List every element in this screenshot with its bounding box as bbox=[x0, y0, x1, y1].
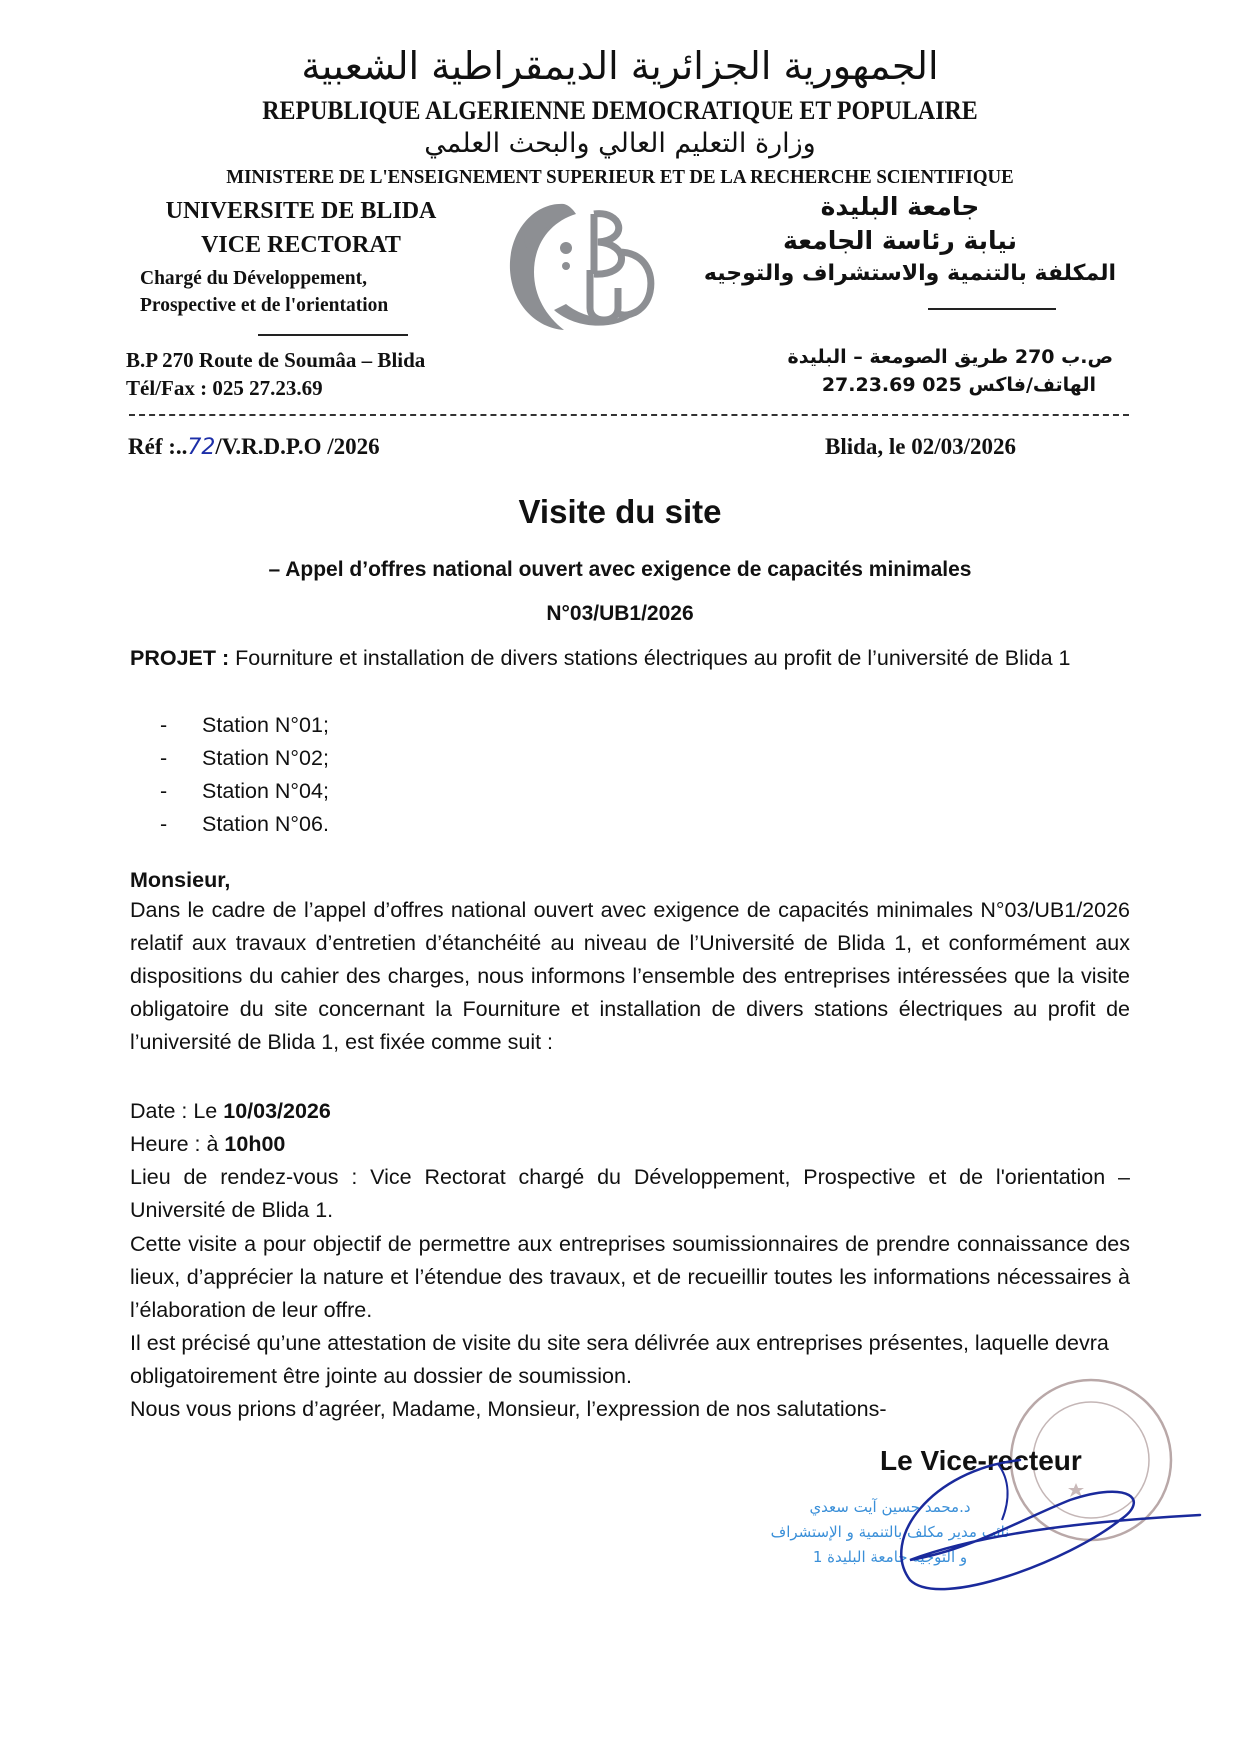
reference-prefix: Réf :.. bbox=[128, 434, 188, 459]
french-republic-heading: REPUBLIQUE ALGERIENNE DEMOCRATIQUE ET POPULAIRE bbox=[262, 96, 978, 125]
intro-paragraph: Dans le cadre de l’appel d’offres national ouvert avec exigence de capacités minimales N°03/UB1/2026 relatif aux travaux d’entretien d’étanchéité au niveau de l’Université de Blida 1, et conformément aux dispositions du cahier des charges, nous informons l’ensemble des entreprises intéressées que la visite obligatoire du site concernant la Fourniture et installation de divers stations électriques au profit de l’université de Blida 1, est fixée comme suit : bbox=[130, 898, 1130, 1054]
university-name: UNIVERSITE DE BLIDA bbox=[165, 198, 437, 224]
visit-date-value: 10/03/2026 bbox=[223, 1099, 331, 1123]
arabic-telfax: الهاتف/فاكس 025 27.23.69 bbox=[821, 374, 1096, 396]
project-label: PROJET : bbox=[130, 646, 230, 670]
document-title: Visite du site bbox=[518, 493, 722, 530]
arabic-department: المكلفة بالتنمية والاستشراف والتوجيه bbox=[703, 261, 1116, 286]
attestation-paragraph: Il est précisé qu’une attestation de visite du site sera délivrée aux entreprises présentes, laquelle devra obligatoirement être jointe au dossier de soumission. bbox=[130, 1331, 1109, 1388]
reference-number bbox=[128, 434, 380, 460]
list-item bbox=[160, 808, 660, 841]
header-dashed-separator bbox=[129, 414, 1129, 416]
tender-number: N°03/UB1/2026 bbox=[546, 602, 694, 625]
department-line-1: Chargé du Développement, bbox=[140, 268, 367, 289]
stations-list bbox=[160, 709, 660, 841]
list-item bbox=[160, 775, 660, 808]
visit-time-label: Heure : à bbox=[130, 1132, 225, 1156]
station-label: Station N°01; bbox=[202, 713, 329, 737]
right-divider bbox=[928, 308, 1056, 310]
handwritten-reference-number: 72 bbox=[187, 435, 216, 460]
place-and-date: Blida, le 02/03/2026 bbox=[825, 434, 1017, 459]
list-item bbox=[160, 709, 660, 742]
station-label: Station N°06. bbox=[202, 812, 329, 836]
visit-date-label: Date : Le bbox=[130, 1099, 224, 1123]
stamp-line: د.محمد حسين آيت سعدي bbox=[809, 1498, 971, 1516]
objective-paragraph: Cette visite a pour objectif de permettre aux entreprises soumissionnaires de prendre connaissance des lieux, d’apprécier la nature et l’étendue des travaux, et de recueillir toutes les informations nécessaires à l’élaboration de leur offre. bbox=[130, 1232, 1130, 1322]
handwritten-signature-icon bbox=[870, 1440, 1210, 1600]
visit-time-value: 10h00 bbox=[224, 1132, 286, 1156]
station-label: Station N°02; bbox=[202, 746, 329, 770]
arabic-address: ص.ب 270 طريق الصومعة – البليدة bbox=[787, 346, 1113, 368]
visit-date bbox=[130, 1095, 1130, 1128]
university-logo-icon bbox=[494, 192, 664, 332]
list-marker: - bbox=[160, 779, 168, 803]
arabic-vice-rectorat: نيابة رئاسة الجامعة bbox=[783, 226, 1017, 255]
salutation: Monsieur, bbox=[130, 868, 231, 892]
project-text: Fourniture et installation de divers stations électriques au profit de l’université de Blida 1 bbox=[229, 646, 1071, 670]
document-subtitle: – Appel d’offres national ouvert avec exigence de capacités minimales bbox=[268, 558, 972, 581]
reference-suffix: /V.R.D.P.O /2026 bbox=[215, 434, 380, 459]
signatory-title: Le Vice-recteur bbox=[880, 1445, 1082, 1476]
station-label: Station N°04; bbox=[202, 779, 329, 803]
list-marker: - bbox=[160, 812, 168, 836]
meeting-place: Lieu de rendez-vous : Vice Rectorat chargé du Développement, Prospective et de l'orientation – Université de Blida 1. bbox=[130, 1165, 1130, 1222]
arabic-republic-heading: الجمهورية الجزائرية الديمقراطية الشعبية bbox=[301, 44, 939, 88]
arabic-ministry-heading: وزارة التعليم العالي والبحث العلمي bbox=[424, 128, 816, 159]
list-marker: - bbox=[160, 746, 168, 770]
arabic-university-name: جامعة البليدة bbox=[820, 192, 980, 221]
french-ministry-heading: MINISTERE DE L'ENSEIGNEMENT SUPERIEUR ET DE LA RECHERCHE SCIENTIFIQUE bbox=[226, 166, 1014, 188]
department-line-2: Prospective et de l'orientation bbox=[140, 295, 389, 316]
closing-paragraph: Nous vous prions d’agréer, Madame, Monsieur, l’expression de nos salutations- bbox=[130, 1397, 887, 1421]
stamp-line: و التوجيه جامعة البليدة 1 bbox=[812, 1548, 968, 1566]
project-description bbox=[130, 642, 1130, 675]
vice-rectorat-label: VICE RECTORAT bbox=[201, 232, 401, 258]
left-divider bbox=[258, 334, 408, 336]
stamp-line: نائب مدير مكلف بالتنمية و الإستشراف bbox=[770, 1523, 1010, 1541]
list-item bbox=[160, 742, 660, 775]
list-marker: - bbox=[160, 713, 168, 737]
french-telfax: Tél/Fax : 025 27.23.69 bbox=[126, 376, 323, 400]
french-address: B.P 270 Route de Soumâa – Blida bbox=[126, 348, 426, 372]
visit-time bbox=[130, 1128, 1130, 1161]
